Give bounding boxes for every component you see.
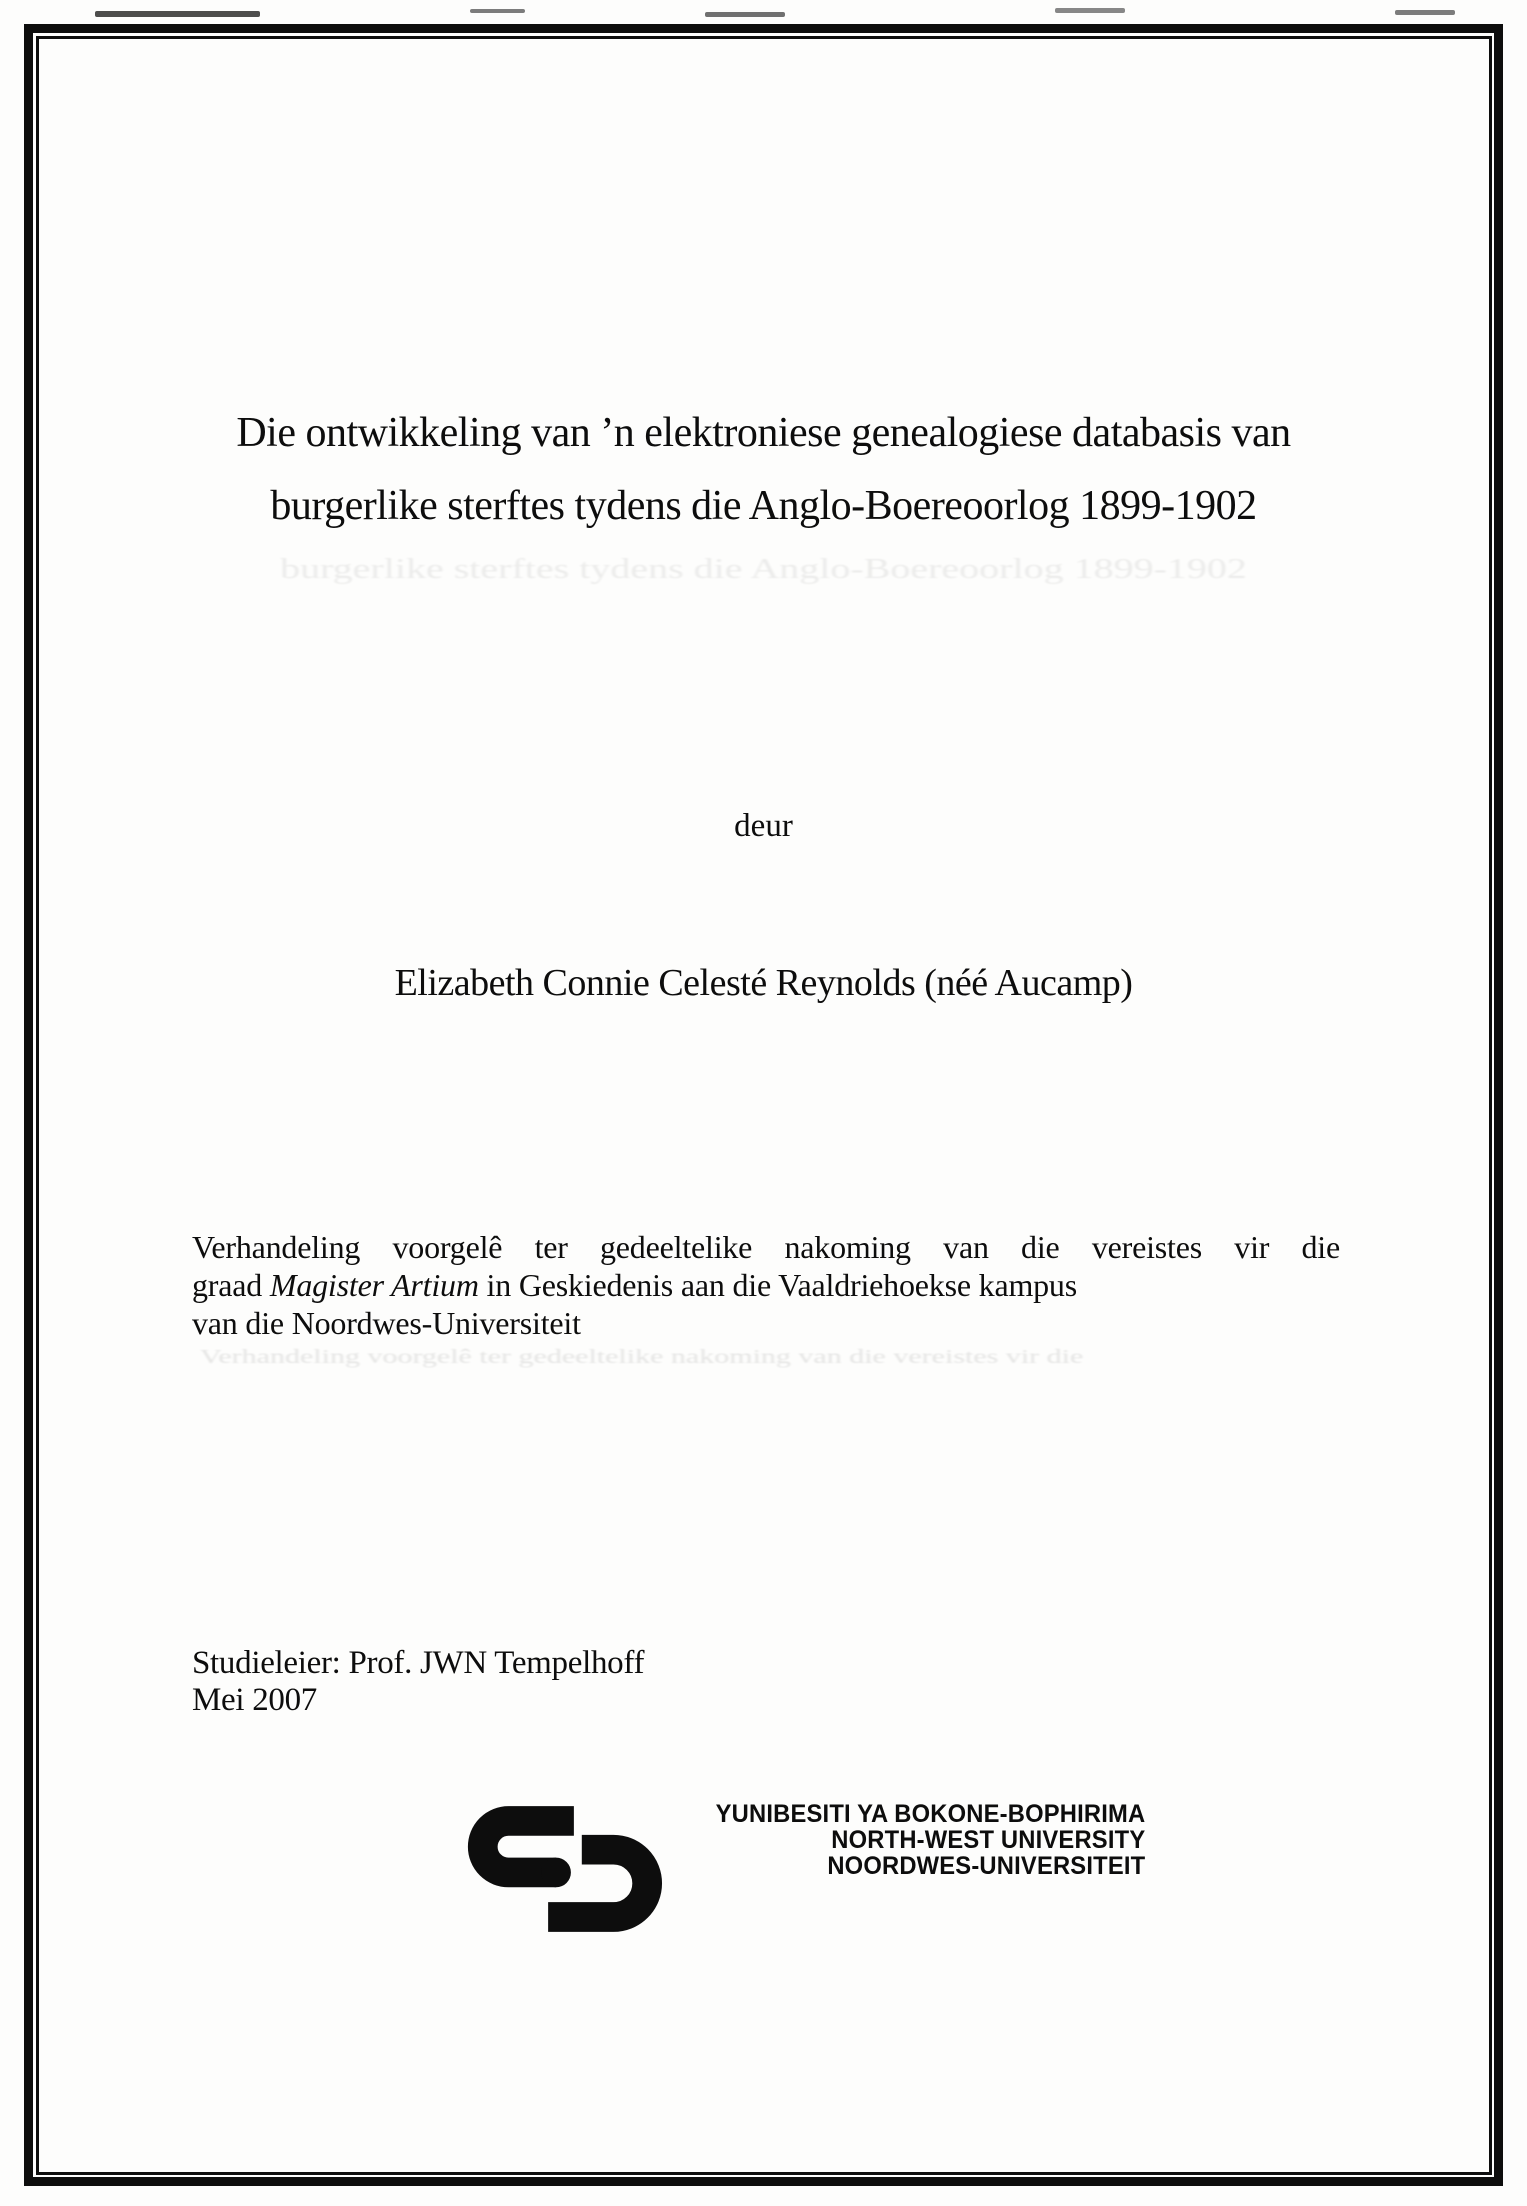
bleed-through-artifact: burgerlike sterftes tydens die Anglo-Boereoorlog 1899-1902: [280, 552, 1247, 585]
scan-artifact: [1055, 8, 1125, 13]
degree-text-pre: graad: [192, 1267, 270, 1303]
scan-artifact: [470, 9, 525, 13]
author-name: Elizabeth Connie Celesté Reynolds (néé Aucamp): [394, 962, 1133, 1004]
thesis-title-line2: burgerlike sterftes tydens die Anglo-Boereoorlog 1899-1902: [270, 483, 1257, 529]
degree-name-italic: Magister Artium: [269, 1267, 479, 1303]
supervisor-block: [192, 1645, 644, 1719]
thesis-statement-line3: van die Noordwes-Universiteit: [192, 1305, 581, 1341]
thesis-statement-line1: Verhandeling voorgelê ter gedeeltelike nakoming van die vereistes vir die: [192, 1229, 1340, 1265]
nwu-logo-wordmark: [715, 1801, 1145, 1879]
thesis-statement: [192, 1228, 1340, 1342]
byline-label: deur: [734, 808, 793, 844]
nwu-logo-mark-icon: [457, 1798, 665, 1937]
logo-line-afrikaans: NOORDWES-UNIVERSITEIT: [826, 1852, 1145, 1880]
thesis-title-line1: Die ontwikkeling van ’n elektroniese genealogiese databasis van: [236, 410, 1291, 456]
logo-line-english: NORTH-WEST UNIVERSITY: [830, 1826, 1145, 1854]
logo-line-setswana: YUNIBESITI YA BOKONE-BOPHIRIMA: [715, 1800, 1145, 1828]
thesis-title: [0, 397, 1527, 543]
scan-artifact: [705, 12, 785, 17]
degree-text-post: in Geskiedenis aan die Vaaldriehoekse kampus: [478, 1267, 1077, 1303]
bleed-through-artifact: Verhandeling voorgelê ter gedeeltelike nakoming van die vereistes vir die: [200, 1345, 1084, 1368]
thesis-statement-line2: [192, 1266, 1340, 1304]
date-line: Mei 2007: [192, 1682, 318, 1718]
scan-artifact: [1395, 10, 1455, 15]
scan-artifact: [95, 11, 260, 17]
supervisor-line: Studieleier: Prof. JWN Tempelhoff: [192, 1645, 645, 1681]
